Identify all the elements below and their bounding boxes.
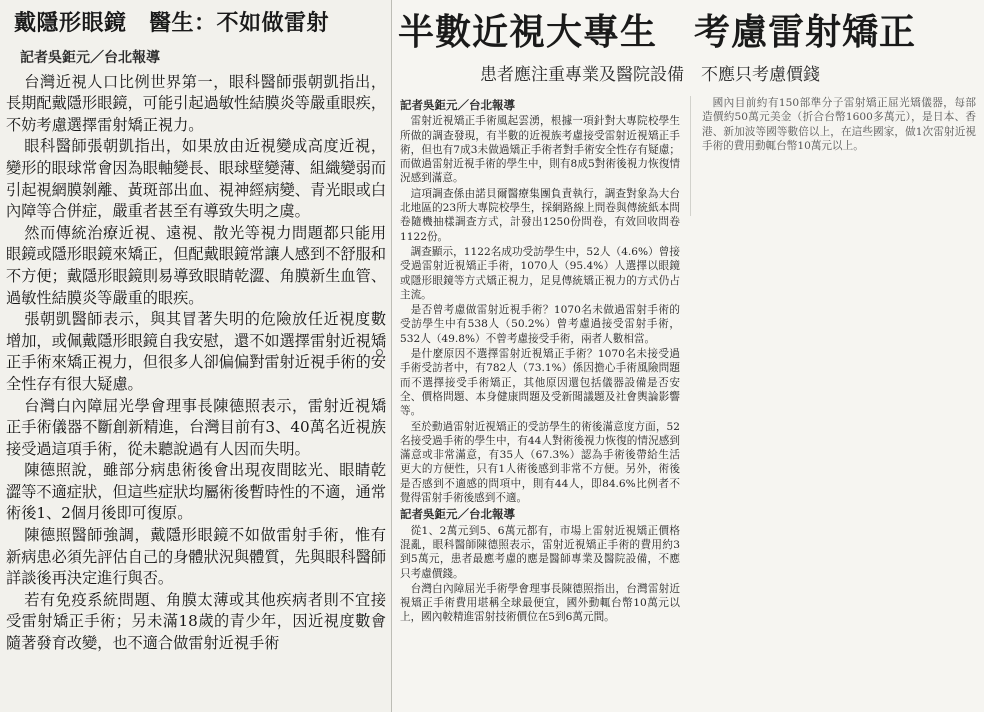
right-column-main <box>400 96 680 626</box>
inner-column-divider <box>690 96 691 216</box>
left-paragraph: 若有免疫系統問題、角膜太薄或其他疾病者則不宜接受雷射矯正手術；另未滿18歲的青少年，因近視度數會隨著發育改變，也不適合做雷射近視手術 <box>6 590 386 653</box>
right-byline: 記者吳鉅元／台北報導 <box>400 98 515 112</box>
right-paragraph: 至於動過雷射近視矯正的受訪學生的術後滿意度方面，52名接受過手術的學生中，有44人對術後視力恢復的情況感到滿意或非常滿意，有35人（67.3%）認為手術後帶給生活更大的方便性，只有1人術後感到非常不方便。另外，術後是否感到不適感的問項中，則有44人，即84.6%比例者不覺得雷射手術後感到不適。 <box>400 420 680 505</box>
left-paragraph: 陳德照醫師強調，戴隱形眼鏡不如做雷射手術，惟有新病患必須先評估自己的身體狀況與體質，先與眼科醫師詳談後再決定進行與否。 <box>6 526 386 588</box>
right-paragraph: 這項調查係由諾貝爾醫療集團負責執行，調查對象為大台北地區的23所大專院校學生，採網路線上問卷與傳統紙本問卷隨機抽樣調查方式，計發出1250份問卷，有效回收問卷1122份。 <box>400 187 680 243</box>
right-paragraph: 從1、2萬元到5、6萬元都有，市場上雷射近視矯正價格混亂，眼科醫師陳德照表示，雷射近視矯正手術的費用約3到5萬元，患者最應考慮的應是醫師專業及醫院設備，不應只考慮價錢。 <box>400 524 680 580</box>
left-paragraph: 然而傳統治療近視、遠視、散光等視力問題都只能用眼鏡或隱形眼鏡來矯正，但配戴眼鏡常讓人感到不舒服和不方便；戴隱形眼鏡則易導致眼睛乾澀、角膜新生血管、過敏性結膜炎等嚴重的眼疾。 <box>6 223 386 307</box>
left-paragraph: 台灣近視人口比例世界第一，眼科醫師張朝凱指出，長期配戴隱形眼鏡，可能引起過敏性結膜炎等嚴重眼疾，不妨考慮選擇雷射矯正視力。 <box>6 72 386 134</box>
right-column-side <box>702 96 976 154</box>
left-byline: 記者吳鉅元／台北報導 <box>20 50 160 66</box>
right-paragraph: 調查顯示，1122名成功受訪學生中，52人（4.6%）曾接受過雷射近視矯正手術，1070人（95.4%）人選擇以眼鏡或隱形眼鏡等方式矯正視力，足見傳統矯正視力的方式仍占主流。 <box>400 245 680 301</box>
left-paragraph: 眼科醫師張朝凱指出，如果放由近視變成高度近視，變形的眼球常會因為眼軸變長、眼球壁變薄、組織變弱而引起視網膜剝離、黃斑部出血、視神經病變、青光眼或白內障等合併症，嚴重者甚至有導致失明之虞。 <box>6 137 386 221</box>
left-paragraph: 台灣白內障屈光學會理事長陳德照表示，雷射近視矯正手術儀器不斷創新精進，台灣目前有3、40萬名近視族接受過這項手術，從未聽說過有人因而失明。 <box>6 396 386 458</box>
left-article <box>0 0 392 712</box>
right-subheadline: 患者應注重專業及醫院設備 不應只考慮價錢 <box>480 65 820 85</box>
left-headline: 戴隱形眼鏡 醫生：不如做雷射 <box>14 11 330 36</box>
left-article-body <box>6 48 386 655</box>
right-headline: 半數近視大專生 考慮雷射矯正 <box>398 12 917 53</box>
left-paragraph: 陳德照說，雖部分病患術後會出現夜間眩光、眼睛乾澀等不適症狀，但這些症狀均屬術後暫時性的不適，通常術後1、2個月後即可復原。 <box>6 461 386 523</box>
right-byline-2: 記者吳鉅元／台北報導 <box>400 507 515 522</box>
right-paragraph: 是否曾考慮做雷射近視手術？1070名未做過雷射手術的受訪學生中有538人（50.2%）曾考慮過接受雷射手術，532人（49.8%）不曾考慮接受手術，兩者人數相當。 <box>400 304 680 345</box>
right-side-paragraph: 國內目前約有150部準分子雷射矯正屈光矯儀器，每部造價約50萬元美金（折合台幣1600多萬元），是日本、香港、新加波等國等數倍以上，在這些國家，做1次雷射近視手術的費用動輒台幣10萬元以上。 <box>702 97 976 152</box>
scan-mark <box>376 349 383 356</box>
left-paragraph: 張朝凱醫師表示，與其冒著失明的危險放任近視度數增加，或佩戴隱形眼鏡自我安慰，還不如選擇雷射近視矯正手術來矯正視力，但很多人卻偏偏對雷射近視手術的安全性存有很大疑慮。 <box>6 310 386 393</box>
right-paragraph: 雷射近視矯正手術風起雲湧，根據一項針對大專院校學生所做的調查發現，有半數的近視族考慮接受雷射近視矯正手術，但也有7成3未做過矯正手術者對手術安全性存有疑慮；而做過雷射近視手術的學生中，則有8成5對術後視力恢復情況感到滿意。 <box>400 115 680 185</box>
right-paragraph: 台灣白內障屈光手術學會理事長陳德照指出，台灣雷射近視矯正手術費用堪稱全球最便宜，國外動輒台幣10萬元以上，國內較精進雷射技術價位在5到6萬元間。 <box>400 582 680 624</box>
right-article <box>392 0 984 712</box>
right-paragraph: 是什麼原因不選擇雷射近視矯正手術？1070名未接受過手術受訪者中，有782人（73.1%）係因擔心手術風險問題而不選擇接受手術矯正，其他原因還包括儀器設備是否安全、價格問題、本身健康問題及受新聞議題及社會輿論影響等。 <box>400 348 680 418</box>
